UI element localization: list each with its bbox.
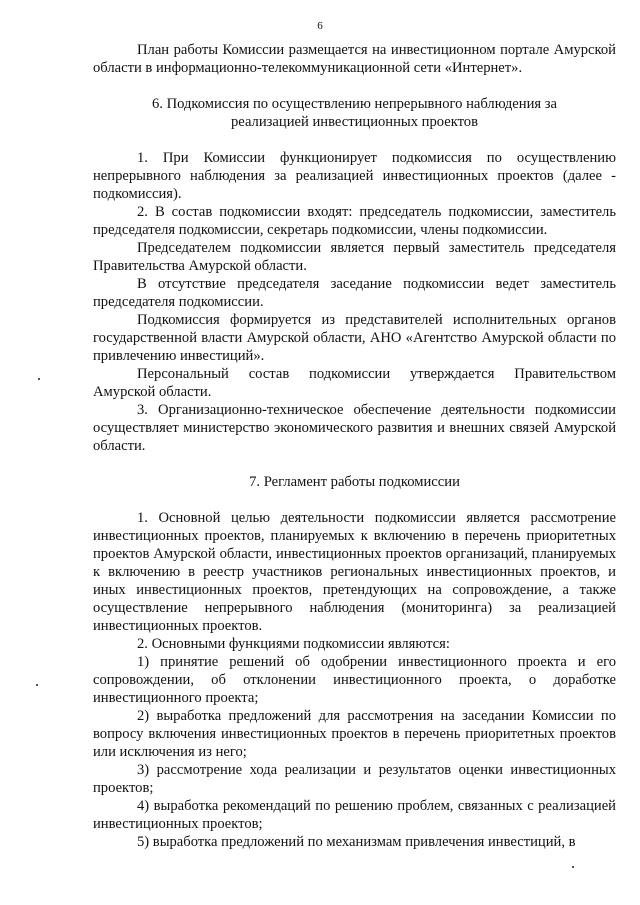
section-7-list-item: 1) принятие решений об одобрении инвестиционного проекта и его сопровождении, об отклонении инвестиционного проекта, о доработке инвестиционного проекта;: [93, 654, 616, 706]
spacer: [93, 455, 616, 473]
scan-speck: [572, 866, 574, 868]
section-6-paragraph: В отсутствие председателя заседание подкомиссии ведет заместитель председателя подкомиссии.: [93, 276, 616, 310]
intro-paragraph: План работы Комиссии размещается на инвестиционном портале Амурской области в информационно-телекоммуникационной сети «Интернет».: [93, 42, 616, 76]
section-6-title-line-2: реализацией инвестиционных проектов: [231, 114, 478, 130]
page-number: 6: [317, 20, 323, 32]
spacer: [93, 131, 616, 149]
section-7-list-item: 5) выработка предложений по механизмам привлечения инвестиций, в: [137, 834, 576, 850]
section-7-title: 7. Регламент работы подкомиссии: [249, 474, 460, 490]
section-6-paragraph: 1. При Комиссии функционирует подкомиссия по осуществлению непрерывного наблюдения за реализацией инвестиционных проектов (далее - подкомиссия).: [93, 150, 616, 202]
scan-speck: [36, 684, 38, 686]
spacer: [93, 491, 616, 509]
section-7-paragraph: 1. Основной целью деятельности подкомиссии является рассмотрение инвестиционных проектов, планируемых к включению в перечень приоритетных проектов Амурской области, инвестиционных проектов организаций, планируемых к включению в реестр участников региональных инвестиционных проектов, и иных инвестиционных проектов, претендующих на сопровождение, а также осуществление непрерывного наблюдения (мониторинга) за реализацией инвестиционных проектов.: [93, 510, 616, 634]
section-7-list-item: 2) выработка предложений для рассмотрения на заседании Комиссии по вопросу включения инвестиционных проектов в перечень приоритетных проектов или исключения из него;: [93, 708, 616, 760]
section-7-list-item: 4) выработка рекомендаций по решению проблем, связанных с реализацией инвестиционных проектов;: [93, 798, 616, 832]
section-6-paragraph: Подкомиссия формируется из представителей исполнительных органов государственной власти Амурской области, АНО «Агентство Амурской области по привлечению инвестиций».: [93, 312, 616, 364]
scan-speck: [38, 378, 40, 380]
section-6-paragraph: Председателем подкомиссии является первый заместитель председателя Правительства Амурской области.: [93, 240, 616, 274]
section-7-paragraph: 2. Основными функциями подкомиссии являются:: [137, 636, 450, 652]
section-6-paragraph: 3. Организационно-техническое обеспечение деятельности подкомиссии осуществляет министерство экономического развития и внешних связей Амурской области.: [93, 402, 616, 454]
section-6-paragraph: Персональный состав подкомиссии утверждается Правительством Амурской области.: [93, 366, 616, 400]
section-7-list-item: 3) рассмотрение хода реализации и результатов оценки инвестиционных проектов;: [93, 762, 616, 796]
page-body: [93, 41, 616, 851]
section-6-paragraph: 2. В состав подкомиссии входят: председатель подкомиссии, заместитель председателя подкомиссии, секретарь подкомиссии, члены подкомиссии.: [93, 204, 616, 238]
section-6-title-line-1: 6. Подкомиссия по осуществлению непрерывного наблюдения за: [152, 96, 557, 112]
spacer: [93, 77, 616, 95]
